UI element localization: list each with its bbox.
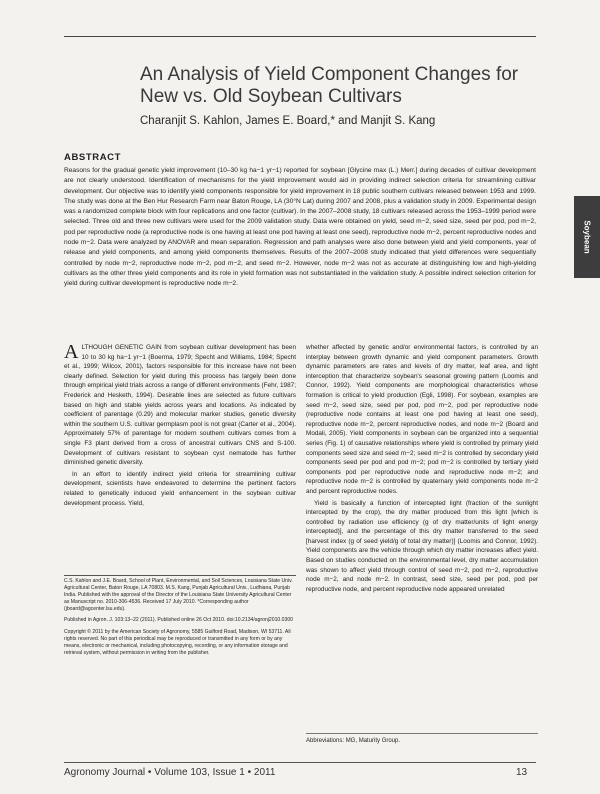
footnote-rule <box>64 575 296 576</box>
right-paragraph-1: whether affected by genetic and/or environmental factors, is controlled by an interplay between growth dynamic and yield component parameters. Growth dynamic parameters are rates and levels of dry matter, leaf area, and light interception that characterize soybean's seasonal growing pattern (Loomis and Connor, 1992). Yield components are morphological characteristics whose formation is critical to yield production (Egli, 1998). For soybean, examples are seed m−2, seed size, seed per pod, pod m−2, pod per reproductive node (reproductive node contains at least one pod having at least one seed), reproductive node m−2, percent reproductive nodes, and node m−2 (Board and Modali, 2005). Yield components in soybean can be organized into a sequential series (Fig. 1) of causative relationships where yield is controlled by primary yield components seed size and seed m−2; seed m−2 is controlled by secondary yield components seed per pod and pod m−2; pod m−2 is controlled by tertiary yield components pod per reproductive node and reproductive node m−2; and reproductive node m−2 is controlled by quaternary yield components node m−2 and percent reproductive nodes. <box>306 344 538 495</box>
abstract-text: Reasons for the gradual genetic yield improvement (10–30 kg ha−1 yr−1) reported for soybean [Glycine max (L.) Merr.] during decades of cultivar development are not clearly understood. Identification of mechanisms for the yield improvement would aid in providing indirect selection criteria for streamlining cultivar development. Our objective was to identify yield components responsible for yield improvement in 18 public southern cultivars released between 1953 and 1999. The study was done at the Ben Hur Research Farm near Baton Rouge, LA (30°N Lat) during 2007 and 2008, plus a validation study in 2009. Experimental design was a randomized complete block with four replications and one factor (cultivar). In the 2007–2008 study, 18 cultivars released across the 1953–1999 period were selected. Three old and three new cultivars were used for the 2009 validation study. Data were obtained on yield, seed m−2, seed size, seed per pod, pod m−2, pod per reproductive node (a reproductive node is one having at least one pod having at least one seed), reproductive node m−2, percent reproductive nodes and node m−2. Data were analyzed by ANOVAR and mean separation. Regression and path analyses were also done between yield and yield components, year of release and yield components, and among yield components themselves. Results of the 2007–2008 study indicated that yield differences were sequentially controlled by node m−2, reproductive node m−2, pod m−2, and seed m−2. However, node m−2 was not as accurate at distinguishing low and high-yielding cultivars as the other three yield components and its role in yield formation was not substantiated in the validation study. A possible indirect selection criterion for yield during cultivar development is reproductive node m−2. <box>64 167 536 288</box>
left-paragraph-2: In an effort to identify indirect yield criteria for streamlining cultivar development, scientists have endeavored to determine the pertinent factors related to genetically induced yield enhancement in the soybean cultivar development process. Yield, <box>64 470 296 507</box>
abstract-heading: ABSTRACT <box>64 152 122 163</box>
left-column <box>64 343 296 510</box>
intro-lead: LTHOUGH GENETIC GAIN <box>81 344 162 351</box>
section-tab-label: Soybean <box>582 220 592 254</box>
footer-journal: Agronomy Journal • Volume 103, Issue 1 • 2011 <box>64 767 276 778</box>
intro-text: from soybean cultivar development has been 10 to 30 kg ha−1 yr−1 (Boerma, 1979; Specht and Williams, 1984; Specht et al., 1999; Wilcox, 2001), factors responsible for this increase have not been clearly defined. Selection for yield during this process has largely been done through empirical yield trials across a range of different environments (Fehr, 1987; Frederick and Hesketh, 1994). Desirable lines are selected as future cultivars based on high and stable yields across years and locations. As indicated by coefficient of parentage (0.29) and molecular marker studies, genetic diversity within the southern U.S. cultivar germplasm pool is not great (Carter et al., 2004). Approximately 57% of parentage for modern southern cultivars comes from a single F3 plant derived from a cross of ancestral cultivars CNS and S-100. Development of cultivars resistant to soybean cyst nematode has further diminished genetic diversity. <box>64 344 297 467</box>
drop-cap: A <box>64 341 79 363</box>
header-rule <box>64 36 536 37</box>
footnote-publication: Published in Agron. J. 103:13–22 (2011). Published online 26 Oct 2010. doi:10.2134/agronj2010.0300 <box>64 617 294 624</box>
author-line: Charanjit S. Kahlon, James E. Board,* and Manjit S. Kang <box>140 115 436 127</box>
right-column <box>306 343 538 596</box>
section-tab <box>574 196 600 278</box>
footnote-affiliations: C.S. Kahlon and J.E. Board, School of Plant, Environmental, and Soil Sciences, Louisiana State Univ. Agricultural Center, Baton Rouge, LA 70803. M.S. Kang, Punjab Agricultural Univ., Ludhiana, Punjab India. Published with the approval of the Director of the Louisiana State University Agricultural Center as Manuscript no. 2010-306-4536. Received 17 July 2010. *Corresponding author (jboard@agcenter.lsu.edu). <box>64 578 293 613</box>
abbreviations: Abbreviations: MG, Maturity Group. <box>306 738 401 744</box>
abbreviations-rule <box>306 733 538 734</box>
abstract-body <box>64 166 536 290</box>
page-number: 13 <box>516 767 528 778</box>
footnote-copyright: Copyright © 2011 by the American Society of Agronomy, 5585 Guilford Road, Madison, WI 53711. All rights reserved. No part of this periodical may be reproduced or transmitted in any form or by any means, electronic or mechanical, including photocopying, recording, or any information storage and retrieval system, without permission in writing from the publisher. <box>64 628 291 656</box>
intro-paragraph <box>64 343 296 468</box>
article-title: An Analysis of Yield Component Changes for New vs. Old Soybean Cultivars <box>140 64 519 107</box>
right-paragraph-2: Yield is basically a function of intercepted light (fraction of the sunlight intercepted by the crop), the dry matter produced from this light [which is controlled by radiation use efficiency (g of dry matter/units of light energy intercepted)], and the percentage of this dry matter transferred to the seed [harvest index (g of seed yield/g of total dry matter)] (Loomis and Connor, 1992). Yield components are the vehicle through which dry matter increases affect yield. Based on studies conducted on the environmental level, dry matter accumulation was shown to affect yield through control of seed m−2, pod m−2, reproductive node m−2, and node m−2. In contrast, seed size, seed per pod, pod per reproductive node, and percent reproductive node appeared unrelated <box>306 499 538 593</box>
footer-rule <box>64 762 536 763</box>
footnotes <box>64 578 296 661</box>
